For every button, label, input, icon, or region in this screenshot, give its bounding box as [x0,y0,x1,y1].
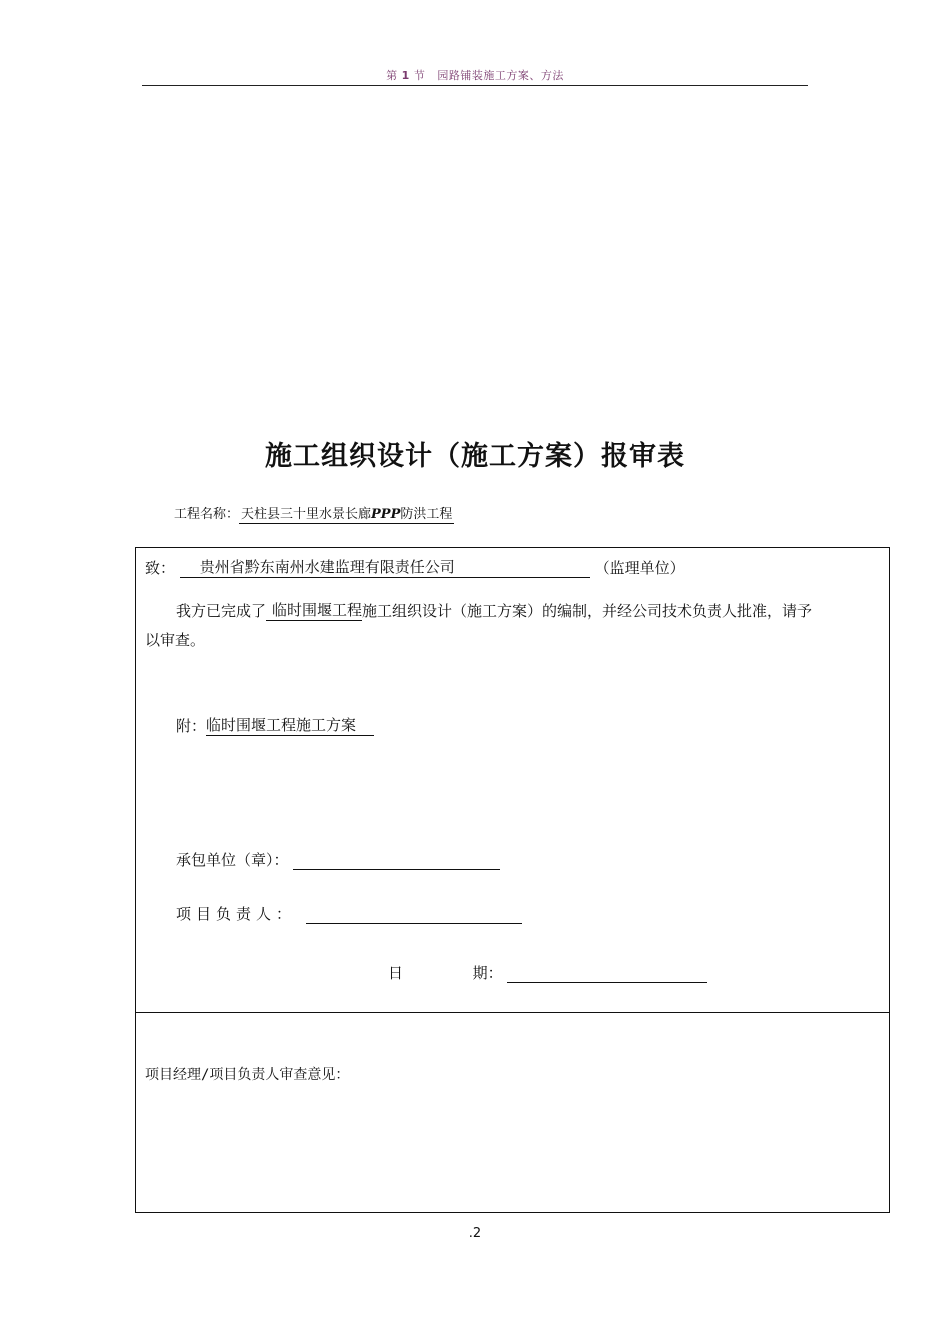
header-rule [142,85,808,86]
date-label-2: 期： [472,964,503,982]
section-number: 1 [401,69,410,82]
body-prefix: 我方已完成了 [176,602,267,620]
body-rest: 施工组织设计（施工方案）的编制，并经公司技术负责人批准，请予 [362,602,813,620]
date-line [388,962,707,983]
project-manager-label: 项目负责人： [176,905,297,923]
review-opinion-label: 项目经理/项目负责人审查意见： [145,1067,350,1083]
addressee-suffix: （监理单位） [594,559,685,577]
date-label-1: 日 [388,964,404,982]
contractor-signature-field[interactable] [293,853,500,870]
project-name-label: 工程名称： [174,507,240,522]
project-name-part2: 防洪工程 [400,507,453,522]
body-text-line-2: 以审查。 [145,631,206,649]
section-title: 园路铺装施工方案、方法 [437,69,564,82]
to-label: 致： [145,559,176,577]
page-number: .2 [468,1226,482,1241]
running-header [0,67,950,83]
contractor-label: 承包单位（章）： [176,851,289,869]
attachment-value: 临时围堰工程施工方案 [206,714,374,736]
project-name-ppp: PPP [371,507,401,522]
contractor-line [176,849,500,870]
section-prefix: 第 [386,69,398,82]
addressee-value: 贵州省黔东南州水建监理有限责任公司 [199,558,455,576]
table-row-divider [136,1012,889,1013]
addressee-field [180,556,590,578]
project-name-line [174,503,454,522]
approval-form-table [135,547,890,1213]
body-subject: 临时围堰工程 [266,599,362,621]
project-name-part1: 天柱县三十里水景长廊 [241,507,372,522]
project-manager-line [176,903,522,924]
project-name-value [239,507,454,524]
date-field[interactable] [507,966,707,983]
project-manager-signature-field[interactable] [306,907,522,924]
section-suffix: 节 [413,69,426,82]
attachment-label: 附： [176,717,207,735]
body-text-line-1 [176,599,812,621]
document-title: 施工组织设计（施工方案）报审表 [265,441,685,472]
attachment-line [176,714,374,736]
addressee-line [145,556,685,578]
